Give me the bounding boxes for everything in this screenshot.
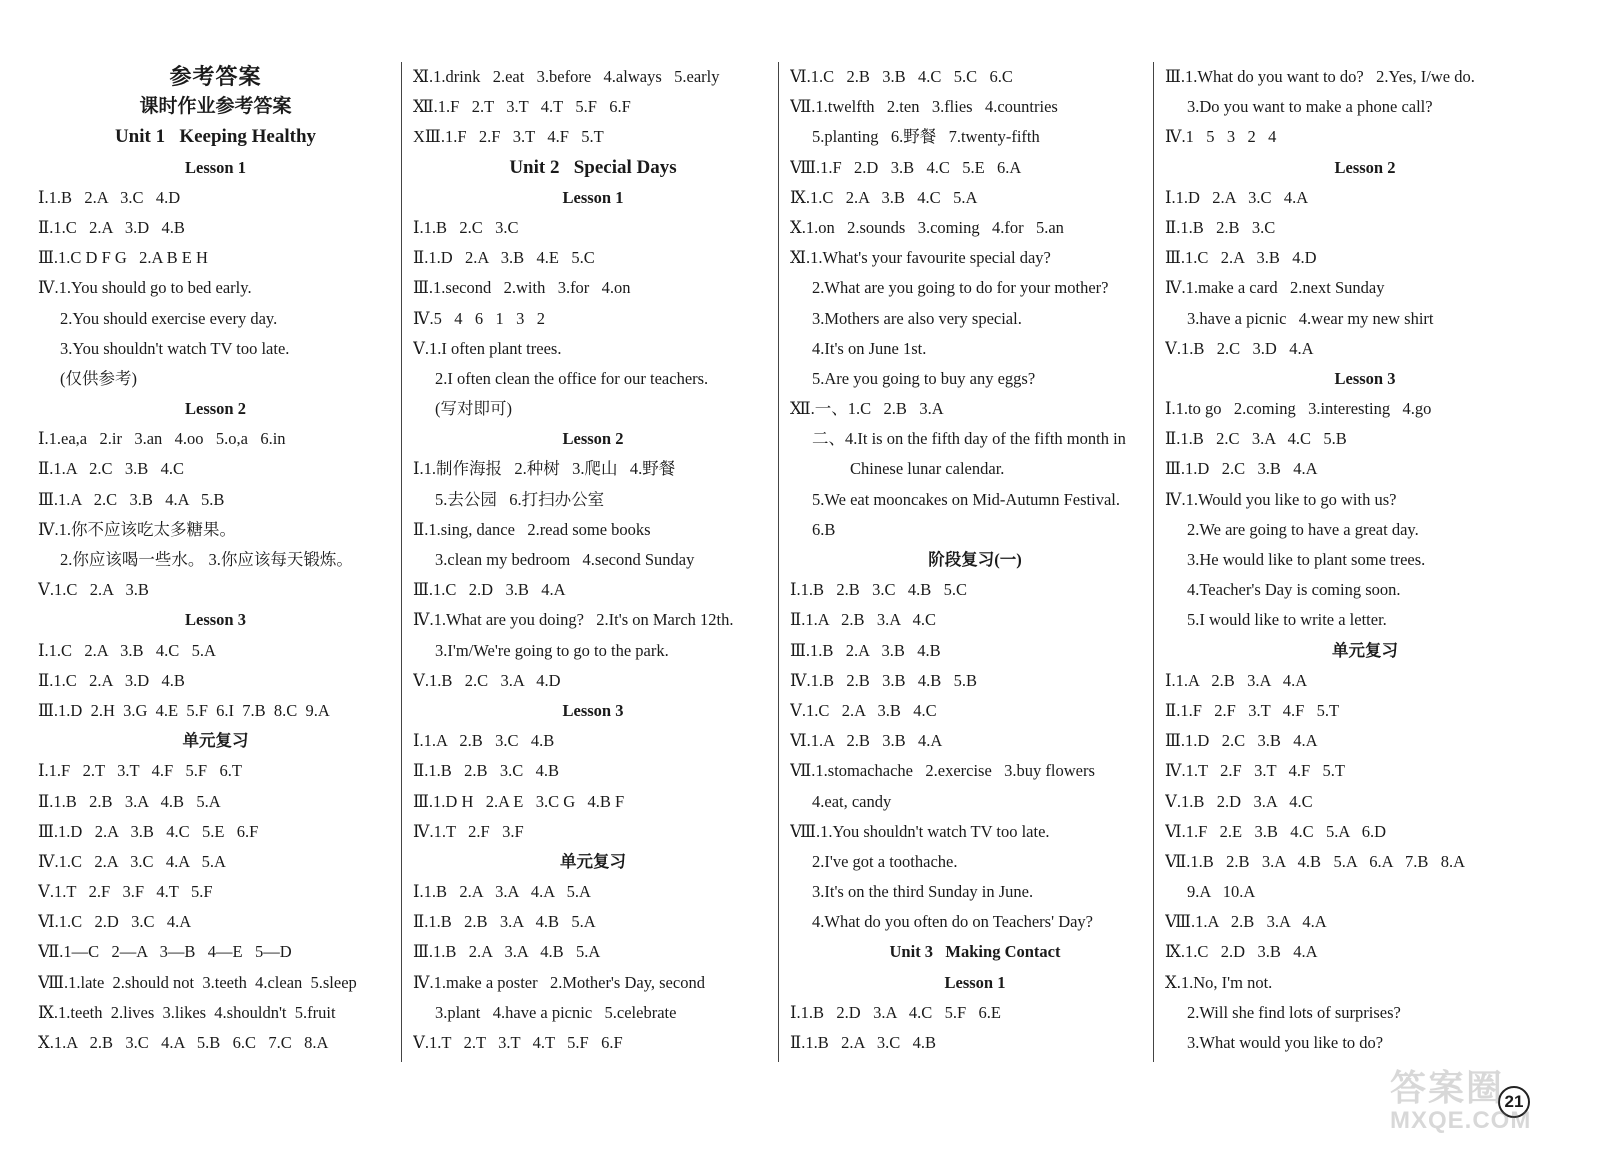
answer-line: Ⅳ.1.make a card 2.next Sunday xyxy=(1165,278,1385,298)
answer-line: 2.I've got a toothache. xyxy=(812,851,958,871)
answer-line: Ⅱ.1.A 2.C 3.B 4.C xyxy=(38,459,184,479)
section-heading: 参考答案 xyxy=(169,64,262,89)
answer-line: 6.B xyxy=(812,519,836,539)
answer-line: Ⅱ.1.B 2.B 3.A 4.B 5.A xyxy=(38,791,221,811)
answer-line: Ⅰ.1.A 2.B 3.A 4.A xyxy=(1165,670,1308,690)
answer-line: Ⅰ.1.ea,a 2.ir 3.an 4.oo 5.o,a 6.in xyxy=(38,429,286,449)
answer-line: Ⅳ.1.What are you doing? 2.It's on March 12th. xyxy=(413,610,734,630)
answer-line: Ⅲ.1.second 2.with 3.for 4.on xyxy=(413,278,631,298)
answer-line: Ⅱ.1.D 2.A 3.B 4.E 5.C xyxy=(413,248,595,268)
answer-line: Ⅱ.1.B 2.A 3.C 4.B xyxy=(790,1033,936,1052)
answer-line: Ⅲ.1.D H 2.A E 3.C G 4.B F xyxy=(413,791,625,811)
answer-line: Ⅰ.1.制作海报 2.种树 3.爬山 4.野餐 xyxy=(413,459,676,479)
answer-line: Ⅲ.1.What do you want to do? 2.Yes, I/we do. xyxy=(1165,67,1475,86)
answer-line: Ⅴ.1.T 2.F 3.F 4.T 5.F xyxy=(38,882,213,902)
answer-line: Ⅳ.1 5 3 2 4 xyxy=(1165,127,1277,147)
answer-line: Ⅷ.1.You shouldn't watch TV too late. xyxy=(790,821,1050,841)
answer-line: 3.You shouldn't watch TV too late. xyxy=(60,338,290,358)
section-heading: Lesson 1 xyxy=(562,187,624,207)
answer-line: Ⅲ.1.C 2.A 3.B 4.D xyxy=(1165,248,1317,268)
answer-line: 5.去公园 6.打扫办公室 xyxy=(435,489,605,509)
answer-line: Ⅹ.1.No, I'm not. xyxy=(1165,972,1273,992)
answer-line: Ⅸ.1.teeth 2.lives 3.likes 4.shouldn't 5.fruit xyxy=(38,1002,336,1022)
answer-line: Ⅶ.1.stomachache 2.exercise 3.buy flowers xyxy=(790,761,1095,781)
answer-line: 3.It's on the third Sunday in June. xyxy=(812,882,1034,902)
answer-line: Ⅰ.1.D 2.A 3.C 4.A xyxy=(1165,187,1309,207)
answer-line: Ⅻ.一、1.C 2.B 3.A xyxy=(790,399,944,419)
answer-line: Ⅱ.1.sing, dance 2.read some books xyxy=(413,519,651,539)
answer-line: Ⅴ.1.C 2.A 3.B 4.C xyxy=(790,700,937,720)
column-divider xyxy=(778,62,779,1062)
answer-line: Ⅲ.1.D 2.C 3.B 4.A xyxy=(1165,731,1318,751)
answer-line: Ⅸ.1.C 2.A 3.B 4.C 5.A xyxy=(790,187,978,207)
answer-line: Ⅱ.1.A 2.B 3.A 4.C xyxy=(790,610,936,630)
answer-line: 5.planting 6.野餐 7.twenty-fifth xyxy=(812,127,1040,147)
answer-line: Ⅰ.1.A 2.B 3.C 4.B xyxy=(413,731,555,751)
answer-line: Ⅱ.1.B 2.B 3.C xyxy=(1165,217,1276,237)
answer-line: Ⅹ.1.on 2.sounds 3.coming 4.for 5.an xyxy=(790,217,1064,237)
answer-line: 9.A 10.A xyxy=(1187,882,1256,902)
answer-line: Ⅰ.1.C 2.A 3.B 4.C 5.A xyxy=(38,640,216,660)
answer-line: 3.Do you want to make a phone call? xyxy=(1187,97,1433,117)
answer-line: 4.It's on June 1st. xyxy=(812,338,927,358)
answer-line: Ⅳ.1.C 2.A 3.C 4.A 5.A xyxy=(38,851,226,871)
section-heading: 单元复习 xyxy=(1332,640,1398,660)
section-heading: Lesson 2 xyxy=(185,399,246,419)
answer-line: Ⅰ.1.to go 2.coming 3.interesting 4.go xyxy=(1165,399,1432,419)
section-heading: Unit 3 Making Contact xyxy=(889,942,1061,962)
answer-line: Ⅳ.1.You should go to bed early. xyxy=(38,278,252,298)
answer-line: Ⅵ.1.C 2.D 3.C 4.A xyxy=(38,912,192,932)
section-heading: Unit 2 Special Days xyxy=(509,156,677,178)
answer-line: Ⅲ.1.D 2.H 3.G 4.E 5.F 6.I 7.B 8.C 9.A xyxy=(38,700,330,720)
answer-line: 2.You should exercise every day. xyxy=(60,308,278,328)
answer-line: 2.I often clean the office for our teachers. xyxy=(435,368,709,388)
answer-line: Ⅳ.1.你不应该吃太多糖果。 xyxy=(38,519,236,539)
answer-line: Ⅰ.1.F 2.T 3.T 4.F 5.F 6.T xyxy=(38,761,242,781)
answer-line: 5.Are you going to buy any eggs? xyxy=(812,368,1036,388)
section-heading: Lesson 3 xyxy=(562,700,624,720)
watermark-text: 答案圈 xyxy=(1390,1068,1505,1109)
answer-line: Ⅵ.1.A 2.B 3.B 4.A xyxy=(790,731,943,751)
answer-line: Ⅰ.1.B 2.D 3.A 4.C 5.F 6.E xyxy=(790,1002,1001,1022)
answer-line: Ⅳ.1.B 2.B 3.B 4.B 5.B xyxy=(790,670,978,690)
answer-line: 3.plant 4.have a picnic 5.celebrate xyxy=(435,1002,677,1022)
page-number: 21 xyxy=(1498,1086,1530,1118)
section-heading: Lesson 3 xyxy=(1334,368,1396,388)
answer-line: Ⅵ.1.C 2.B 3.B 4.C 5.C 6.C xyxy=(790,67,1013,86)
answer-line: Ⅱ.1.B 2.C 3.A 4.C 5.B xyxy=(1165,429,1347,449)
answer-line: Ⅳ.1.T 2.F 3.T 4.F 5.T xyxy=(1165,761,1345,781)
answer-line: 2.We are going to have a great day. xyxy=(1187,519,1419,539)
section-heading: Lesson 2 xyxy=(1334,157,1396,177)
column-4 xyxy=(1165,62,1565,1058)
answer-line: Ⅲ.1.B 2.A 3.B 4.B xyxy=(790,640,941,660)
section-heading: 单元复习 xyxy=(560,851,626,871)
answer-line: 4.eat, candy xyxy=(812,791,892,811)
answer-line: Ⅲ.1.D 2.A 3.B 4.C 5.E 6.F xyxy=(38,821,259,841)
answer-line: 3.I'm/We're going to go to the park. xyxy=(435,640,669,660)
section-heading: Lesson 2 xyxy=(562,429,624,449)
answer-line: Ⅲ.1.D 2.C 3.B 4.A xyxy=(1165,459,1318,479)
column-divider xyxy=(401,62,402,1062)
answer-line: Ⅴ.1.B 2.C 3.D 4.A xyxy=(1165,338,1314,358)
watermark-url: MXQE.COM xyxy=(1390,1107,1532,1134)
section-heading: Lesson 3 xyxy=(185,610,246,630)
answer-line: Ⅶ.1.B 2.B 3.A 4.B 5.A 6.A 7.B 8.A xyxy=(1165,851,1465,871)
section-heading: 课时作业参考答案 xyxy=(139,96,292,118)
answer-line: Ⅰ.1.B 2.A 3.C 4.D xyxy=(38,187,181,207)
column-2 xyxy=(413,62,773,1058)
answer-line: Ⅴ.1.B 2.C 3.A 4.D xyxy=(413,670,561,690)
answer-line: Ⅳ.1.Would you like to go with us? xyxy=(1165,489,1397,509)
answer-line: Ⅸ.1.C 2.D 3.B 4.A xyxy=(1165,942,1318,962)
section-heading: Lesson 1 xyxy=(944,972,1006,992)
answer-line: Ⅲ.1.B 2.A 3.A 4.B 5.A xyxy=(413,942,601,962)
answer-line: Ⅶ.1—C 2—A 3—B 4—E 5—D xyxy=(38,942,292,962)
column-divider xyxy=(1153,62,1154,1062)
section-heading: Unit 1 Keeping Healthy xyxy=(114,126,317,148)
answer-line: 3.have a picnic 4.wear my new shirt xyxy=(1187,308,1434,328)
answer-line: Ⅴ.1.C 2.A 3.B xyxy=(38,580,149,600)
answer-line: Ⅷ.1.late 2.should not 3.teeth 4.clean 5.sleep xyxy=(38,972,357,992)
answer-line: Ⅰ.1.B 2.C 3.C xyxy=(413,217,519,237)
answer-line: 4.Teacher's Day is coming soon. xyxy=(1187,580,1401,600)
answer-line: Ⅺ.1.drink 2.eat 3.before 4.always 5.early xyxy=(413,67,720,86)
answer-line: XⅢ.1.F 2.F 3.T 4.F 5.T xyxy=(413,127,604,147)
answer-line: Ⅳ.1.make a poster 2.Mother's Day, second xyxy=(413,972,705,992)
answer-line: Ⅴ.1.I often plant trees. xyxy=(413,338,562,358)
answer-line: Ⅱ.1.C 2.A 3.D 4.B xyxy=(38,217,185,237)
answer-line: Ⅱ.1.F 2.F 3.T 4.F 5.T xyxy=(1165,700,1340,720)
answer-line: Ⅺ.1.What's your favourite special day? xyxy=(790,248,1051,268)
answer-line: Ⅲ.1.A 2.C 3.B 4.A 5.B xyxy=(38,489,225,509)
watermark-logo xyxy=(1390,1060,1570,1140)
answer-line: 二、4.It is on the fifth day of the fifth month in xyxy=(812,429,1126,449)
answer-line: 3.Mothers are also very special. xyxy=(812,308,1022,328)
answer-line: Ⅹ.1.A 2.B 3.C 4.A 5.B 6.C 7.C 8.A xyxy=(38,1033,329,1052)
answer-line: 5.We eat mooncakes on Mid-Autumn Festival. xyxy=(812,489,1120,509)
column-3 xyxy=(790,62,1160,1058)
answer-line: Ⅷ.1.A 2.B 3.A 4.A xyxy=(1165,912,1327,932)
answer-line: 4.What do you often do on Teachers' Day? xyxy=(812,912,1094,932)
answer-line: Ⅵ.1.F 2.E 3.B 4.C 5.A 6.D xyxy=(1165,821,1387,841)
answer-line: Ⅻ.1.F 2.T 3.T 4.T 5.F 6.F xyxy=(413,97,631,117)
answer-line: 2.What are you going to do for your mother? xyxy=(812,278,1109,298)
answer-line: Ⅱ.1.B 2.B 3.A 4.B 5.A xyxy=(413,912,596,932)
section-heading: 阶段复习(一) xyxy=(928,550,1022,569)
answer-line: Ⅶ.1.twelfth 2.ten 3.flies 4.countries xyxy=(790,97,1058,117)
answer-line: Ⅰ.1.B 2.A 3.A 4.A 5.A xyxy=(413,882,591,902)
answer-line: Ⅰ.1.B 2.B 3.C 4.B 5.C xyxy=(790,580,968,600)
answer-line: 2.Will she find lots of surprises? xyxy=(1187,1002,1401,1022)
section-heading: 单元复习 xyxy=(182,731,249,751)
section-heading: Lesson 1 xyxy=(185,157,246,177)
answer-line: Ⅲ.1.C D F G 2.A B E H xyxy=(38,248,208,268)
answer-line: Ⅲ.1.C 2.D 3.B 4.A xyxy=(413,580,566,600)
answer-line: Chinese lunar calendar. xyxy=(850,459,1005,479)
answer-line: Ⅱ.1.B 2.B 3.C 4.B xyxy=(413,761,559,781)
answer-line: Ⅳ.1.T 2.F 3.F xyxy=(413,821,524,841)
answer-line: Ⅴ.1.T 2.T 3.T 4.T 5.F 6.F xyxy=(413,1033,623,1052)
column-1 xyxy=(38,62,393,1058)
answer-line: 3.What would you like to do? xyxy=(1187,1033,1384,1052)
answer-line: Ⅳ.5 4 6 1 3 2 xyxy=(413,308,545,328)
answer-line: Ⅱ.1.C 2.A 3.D 4.B xyxy=(38,670,185,690)
answer-line: 3.He would like to plant some trees. xyxy=(1187,550,1426,569)
answer-line: 3.clean my bedroom 4.second Sunday xyxy=(435,550,695,569)
answer-line: (写对即可) xyxy=(435,399,512,419)
answer-line: Ⅷ.1.F 2.D 3.B 4.C 5.E 6.A xyxy=(790,157,1022,177)
answer-line: 2.你应该喝一些水。 3.你应该每天锻炼。 xyxy=(60,550,353,569)
answer-line: (仅供参考) xyxy=(60,368,137,388)
answer-line: Ⅴ.1.B 2.D 3.A 4.C xyxy=(1165,791,1313,811)
answer-line: 5.I would like to write a letter. xyxy=(1187,610,1387,630)
